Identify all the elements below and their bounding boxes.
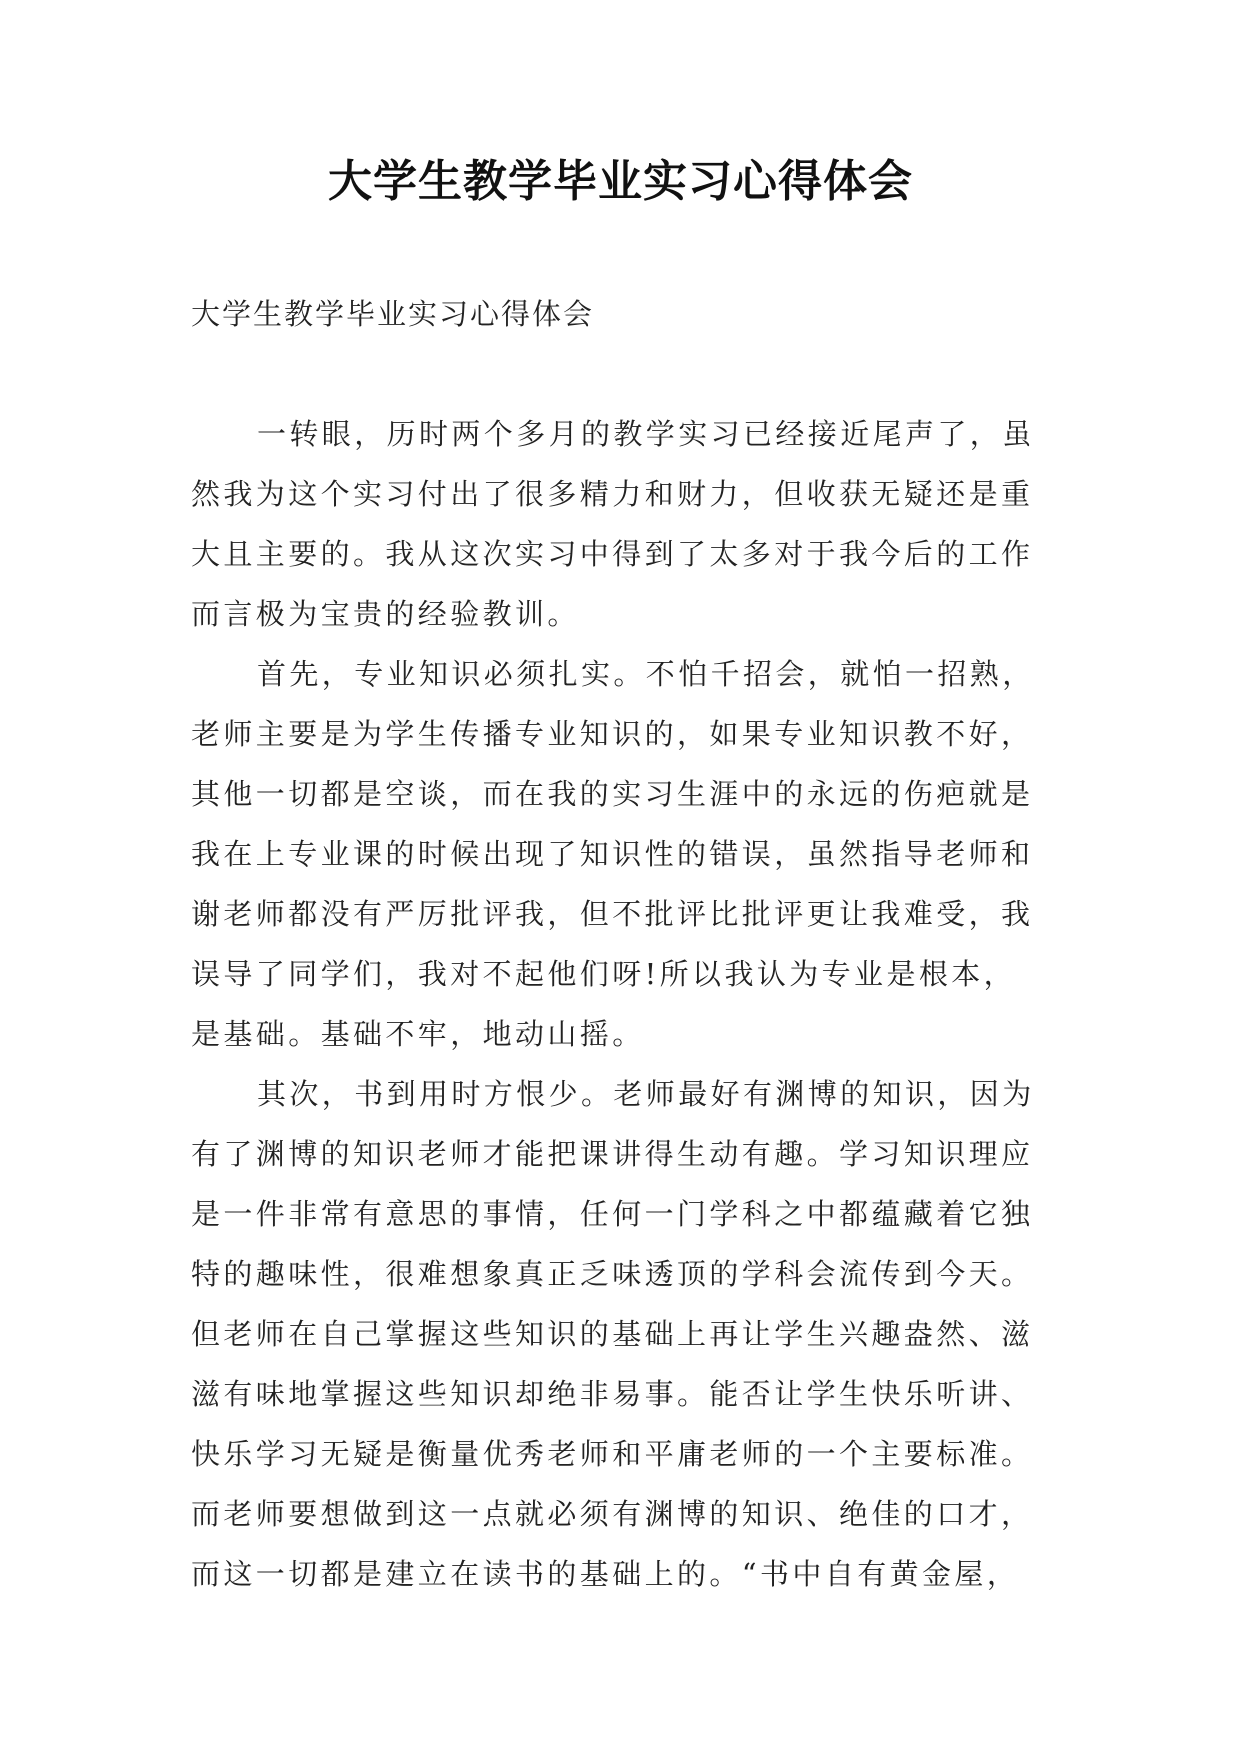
text-line: 是基础。基础不牢，地动山摇。 xyxy=(191,1017,645,1051)
text-line: 有了渊博的知识老师才能把课讲得生动有趣。学习知识理应 xyxy=(191,1137,1034,1171)
text-line: 其他一切都是空谈，而在我的实习生涯中的永远的伤疤就是 xyxy=(191,777,1034,811)
text-line: 快乐学习无疑是衡量优秀老师和平庸老师的一个主要标准。 xyxy=(191,1437,1034,1471)
text-line: 其次，书到用时方恨少。老师最好有渊博的知识，因为 xyxy=(257,1077,1035,1111)
text-line: 而老师要想做到这一点就必须有渊博的知识、绝佳的口才， xyxy=(191,1497,1034,1531)
text-line: 一转眼，历时两个多月的教学实习已经接近尾声了，虽 xyxy=(257,417,1035,451)
text-line: 滋有味地掌握这些知识却绝非易事。能否让学生快乐听讲、 xyxy=(191,1377,1034,1411)
text-line: 然我为这个实习付出了很多精力和财力，但收获无疑还是重 xyxy=(191,477,1034,511)
text-line: 而这一切都是建立在读书的基础上的。“书中自有黄金屋， xyxy=(191,1557,1020,1591)
text-line: 特的趣味性，很难想象真正乏味透顶的学科会流传到今天。 xyxy=(191,1257,1034,1291)
text-line: 大且主要的。我从这次实习中得到了太多对于我今后的工作 xyxy=(191,537,1034,571)
text-line: 但老师在自己掌握这些知识的基础上再让学生兴趣盎然、滋 xyxy=(191,1317,1034,1351)
text-line: 首先，专业知识必须扎实。不怕千招会，就怕一招熟， xyxy=(257,657,1035,691)
text-line: 老师主要是为学生传播专业知识的，如果专业知识教不好， xyxy=(191,717,1034,751)
text-line: 是一件非常有意思的事情，任何一门学科之中都蕴藏着它独 xyxy=(191,1197,1034,1231)
text-line: 误导了同学们，我对不起他们呀!所以我认为专业是根本， xyxy=(191,957,1017,991)
text-line: 谢老师都没有严厉批评我，但不批评比批评更让我难受，我 xyxy=(191,897,1034,931)
text-line: 我在上专业课的时候出现了知识性的错误，虽然指导老师和 xyxy=(191,837,1034,871)
text-line: 而言极为宝贵的经验教训。 xyxy=(191,597,580,631)
document-subtitle: 大学生教学毕业实习心得体会 xyxy=(191,297,595,331)
document-body xyxy=(191,404,1066,1604)
document-title: 大学生教学毕业实习心得体会 xyxy=(328,156,913,207)
